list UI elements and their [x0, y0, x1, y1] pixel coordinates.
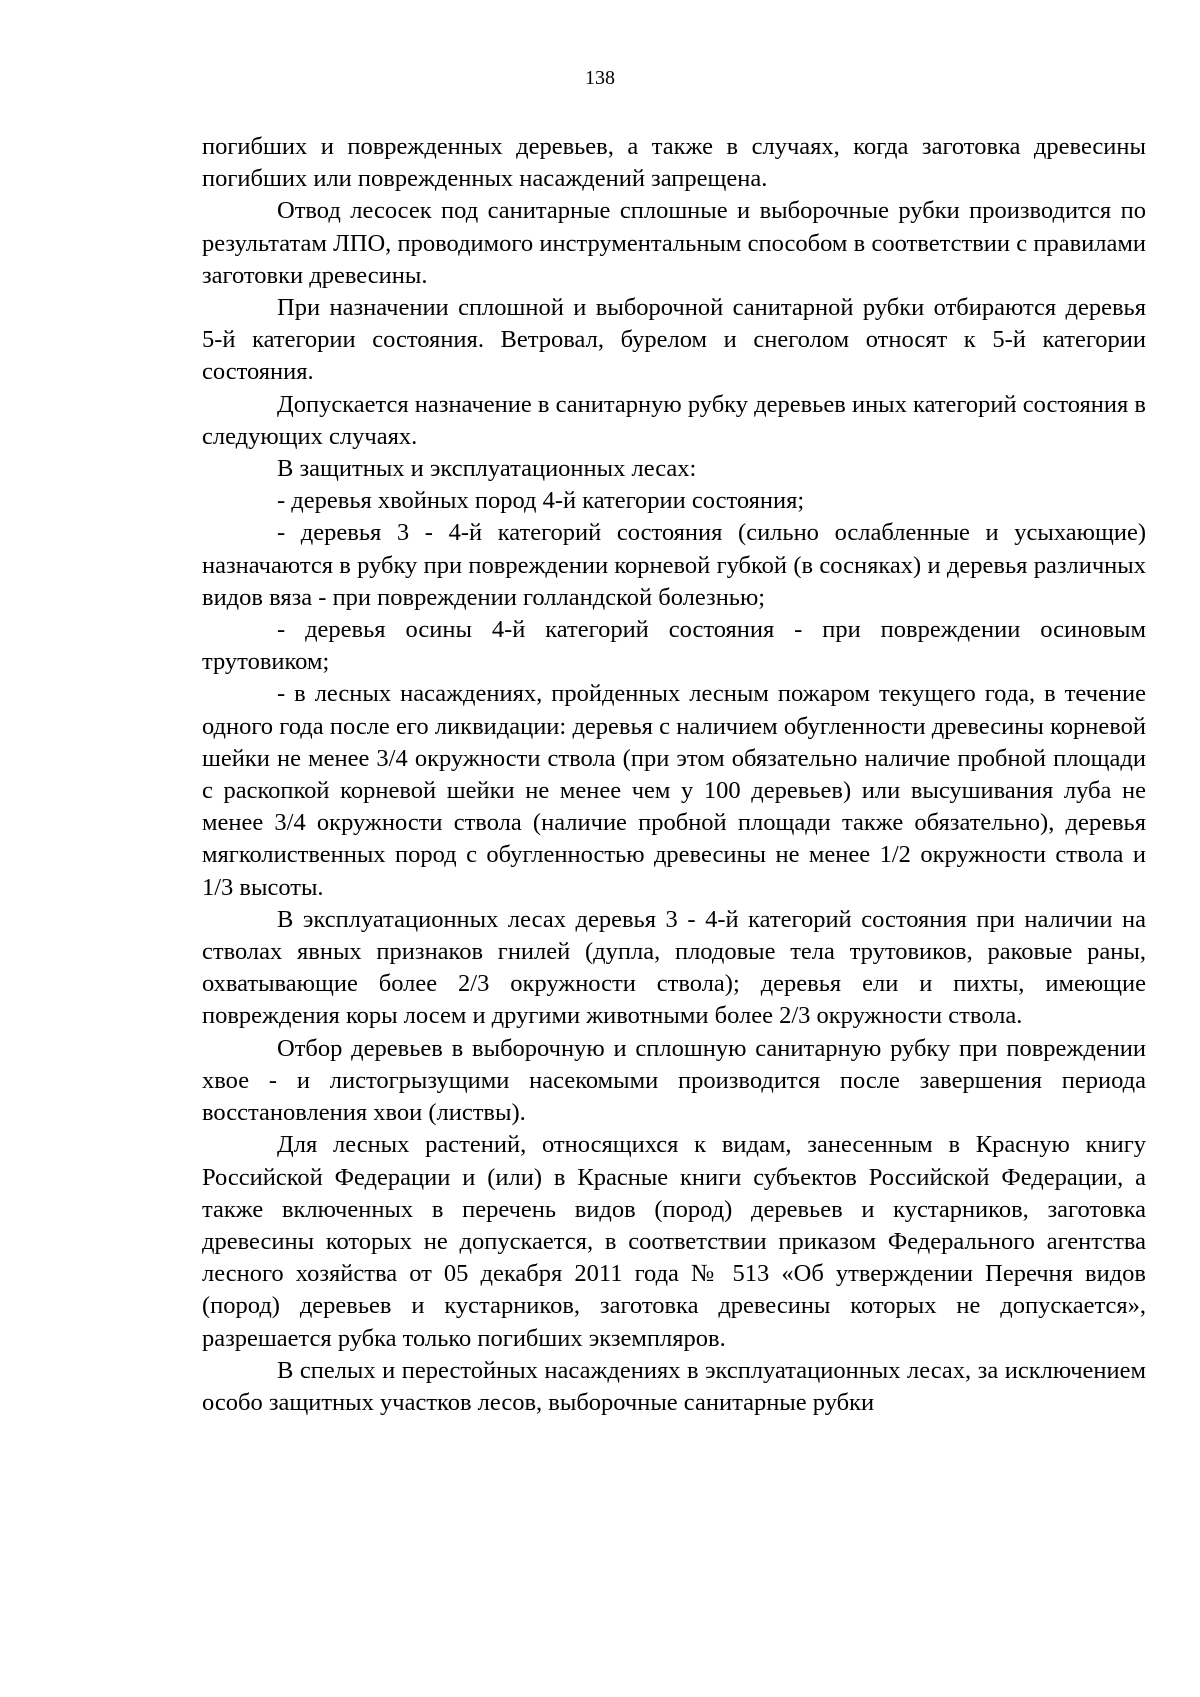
list-item-1: - деревья хвойных пород 4-й категории состояния;	[277, 487, 805, 515]
paragraph-2: Отвод лесосек под санитарные сплошные и выборочные рубки производится по результатам ЛПО, проводимого инструментальным способом в соответствии с правилами заготовки древесины.	[202, 197, 1146, 289]
paragraph-8: Для лесных растений, относящихся к видам, занесенным в Красную книгу Российской Федерации и (или) в Красные книги субъектов Российской Федерации, а также включенных в перечень видов (пород) деревьев и кустарников, заготовка древесины которых не допускается, в соответствии приказом Федерального агентства лесного хозяйства от 05 декабря 2011 года № 513 «Об утверждении Перечня видов (пород) деревьев и кустарников, заготовка древесины которых не допускается», разрешается рубка только погибших экземпляров.	[202, 1131, 1146, 1352]
paragraph-4: Допускается назначение в санитарную рубку деревьев иных категорий состояния в следующих случаях.	[202, 390, 1146, 450]
paragraph-5: В защитных и эксплуатационных лесах:	[277, 455, 697, 483]
paragraph-1: погибших и поврежденных деревьев, а также в случаях, когда заготовка древесины погибших или поврежденных насаждений запрещена.	[202, 133, 1146, 193]
document-body	[202, 131, 1146, 1419]
paragraph-9: В спелых и перестойных насаждениях в эксплуатационных лесах, за исключением особо защитных участков лесов, выборочные санитарные рубки	[202, 1356, 1146, 1416]
list-item-2: - деревья 3 - 4-й категорий состояния (сильно ослабленные и усыхающие) назначаются в рубку при повреждении корневой губкой (в сосняках) и деревья различных видов вяза - при повреждении голландской болезнью;	[202, 519, 1146, 611]
paragraph-7: Отбор деревьев в выборочную и сплошную санитарную рубку при повреждении хвое - и листогрызущими насекомыми производится после завершения периода восстановления хвои (листвы).	[202, 1034, 1146, 1127]
list-item-3: - деревья осины 4-й категорий состояния - при повреждении осиновым трутовиком;	[202, 616, 1146, 676]
paragraph-6: В эксплуатационных лесах деревья 3 - 4-й категорий состояния при наличии на стволах явных признаков гнилей (дупла, плодовые тела трутовиков, раковые раны, охватывающие более 2/3 окружности ствола); деревья ели и пихты, имеющие повреждения коры лосем и другими животными более 2/3 окружности ствола.	[202, 905, 1146, 1030]
list-item-4: - в лесных насаждениях, пройденных лесным пожаром текущего года, в течение одного года после его ликвидации: деревья с наличием обугленности древесины корневой шейки не менее 3/4 окружности ствола (при этом обязательно наличие пробной площади с раскопкой корневой шейки не менее чем у 100 деревьев) или высушивания луба не менее 3/4 окружности ствола (наличие пробной площади также обязательно), деревья мягколиственных пород с обугленностью древесины не менее 1/2 окружности ствола и 1/3 высоты.	[202, 680, 1146, 901]
paragraph-3: При назначении сплошной и выборочной санитарной рубки отбираются деревья 5-й категории состояния. Ветровал, бурелом и снеголом относят к 5-й категории состояния.	[202, 294, 1146, 386]
page-number: 138	[585, 67, 615, 89]
